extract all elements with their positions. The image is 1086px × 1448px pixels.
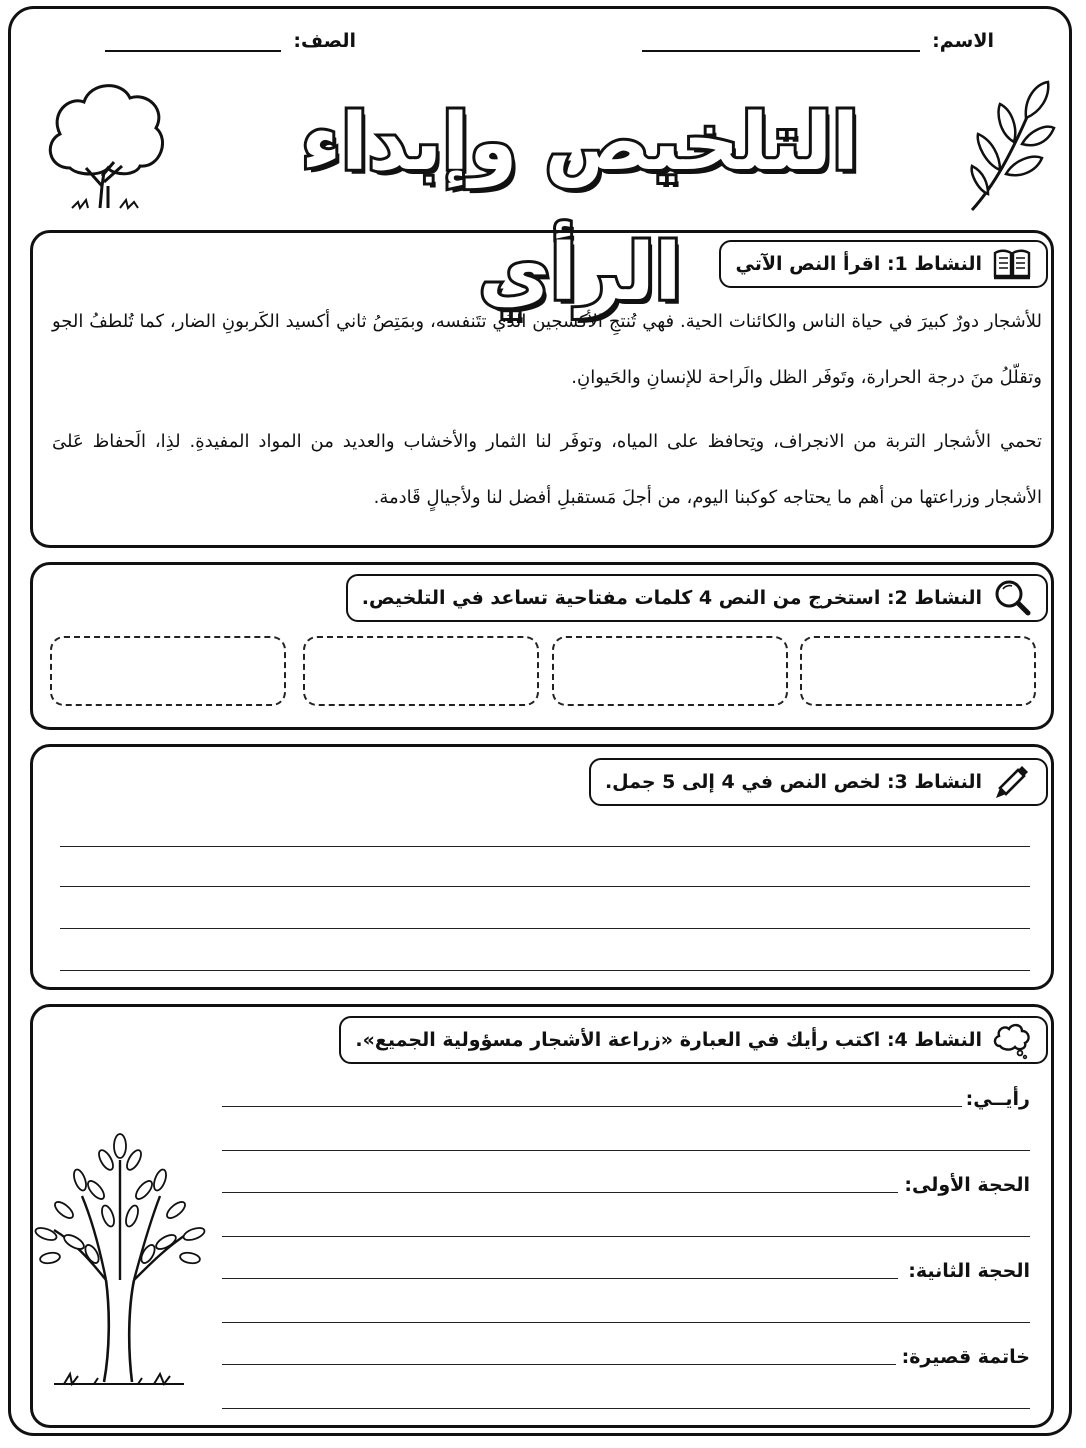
activity2-header: [346, 574, 1048, 622]
activity3-title: النشاط 3: لخص النص في 4 إلى 5 جمل.: [604, 771, 982, 793]
name-field: [642, 30, 994, 52]
summary-line-1[interactable]: [60, 846, 1030, 847]
opinion-line-2[interactable]: [222, 1150, 1030, 1151]
leafy-branch-icon: [966, 78, 1056, 216]
keyword-box-4[interactable]: [50, 636, 286, 706]
keyword-box-1[interactable]: [800, 636, 1036, 706]
opinion-line-1[interactable]: [222, 1106, 962, 1107]
opinion-label: رأيــي:: [965, 1088, 1030, 1110]
argument1-line-1[interactable]: [222, 1192, 898, 1193]
activity3-header: [589, 758, 1048, 806]
class-blank[interactable]: [105, 50, 281, 52]
activity1-paragraph-1: للأشجار دورٌ كبيرَ في حياة الناس والكائنات الحية. فهي تُنتجِ الأكسجين الذُي تتَنفسه، وبمَتِصُ ثاني أكسيد الكَربونِ الضار، كما تُلطفُ الجو وتقلّلُ منَ درجة الحرارة، وتَوفَر الظل والَراحة للإنسانِ والحَيوانِ.: [52, 311, 1042, 388]
summary-line-3[interactable]: [60, 928, 1030, 929]
leafy-tree-icon: [34, 1130, 210, 1392]
argument1-label: الحجة الأولى:: [904, 1174, 1030, 1196]
activity4-header: [339, 1016, 1048, 1064]
argument2-line-2[interactable]: [222, 1322, 1030, 1323]
argument2-line-1[interactable]: [222, 1278, 898, 1279]
pencil-icon: [992, 762, 1032, 802]
class-label: الصف:: [293, 30, 356, 52]
activity1-paragraph-2: تحمي الأشجار التربة من الانجراف، وتِحافظ على المياه، وتوفَر لنا الثمار والأخشاب والعديد من المواد المفيدةِ. لذِا، الَحفاظ عَلىَ الأشجار وزراعتها من أهم ما يحتاجه كوكبنا اليوم، من أجلَ مَستقبلِ أفضل لنا ولأجيالٍ قَادمة.: [52, 431, 1042, 508]
name-blank[interactable]: [642, 50, 920, 52]
activity4-title: النشاط 4: اكتب رأيك في العبارة «زراعة الأشجار مسؤولية الجميع».: [355, 1029, 982, 1051]
conclusion-line-1[interactable]: [222, 1364, 896, 1365]
conclusion-line-2[interactable]: [222, 1408, 1030, 1409]
thought-cloud-icon: [992, 1020, 1032, 1060]
open-book-icon: [992, 244, 1032, 284]
tree-icon: [42, 76, 170, 216]
argument1-line-2[interactable]: [222, 1236, 1030, 1237]
name-label: الاسم:: [932, 30, 994, 52]
magnifier-icon: [992, 578, 1032, 618]
conclusion-label: خاتمة قصيرة:: [901, 1346, 1030, 1368]
class-field: [105, 30, 356, 52]
page-title-text: التلخيص وإبداء الرأي: [301, 98, 859, 318]
keyword-box-2[interactable]: [552, 636, 788, 706]
summary-line-4[interactable]: [60, 970, 1030, 971]
activity1-title: النشاط 1: اقرأ النص الآتي: [735, 253, 982, 275]
activity1-header: [719, 240, 1048, 288]
activity2-title: النشاط 2: استخرج من النص 4 كلمات مفتاحية تساعد في التلخيص.: [361, 587, 982, 609]
summary-line-2[interactable]: [60, 886, 1030, 887]
keyword-box-3[interactable]: [303, 636, 539, 706]
argument2-label: الحجة الثانية:: [908, 1260, 1030, 1282]
